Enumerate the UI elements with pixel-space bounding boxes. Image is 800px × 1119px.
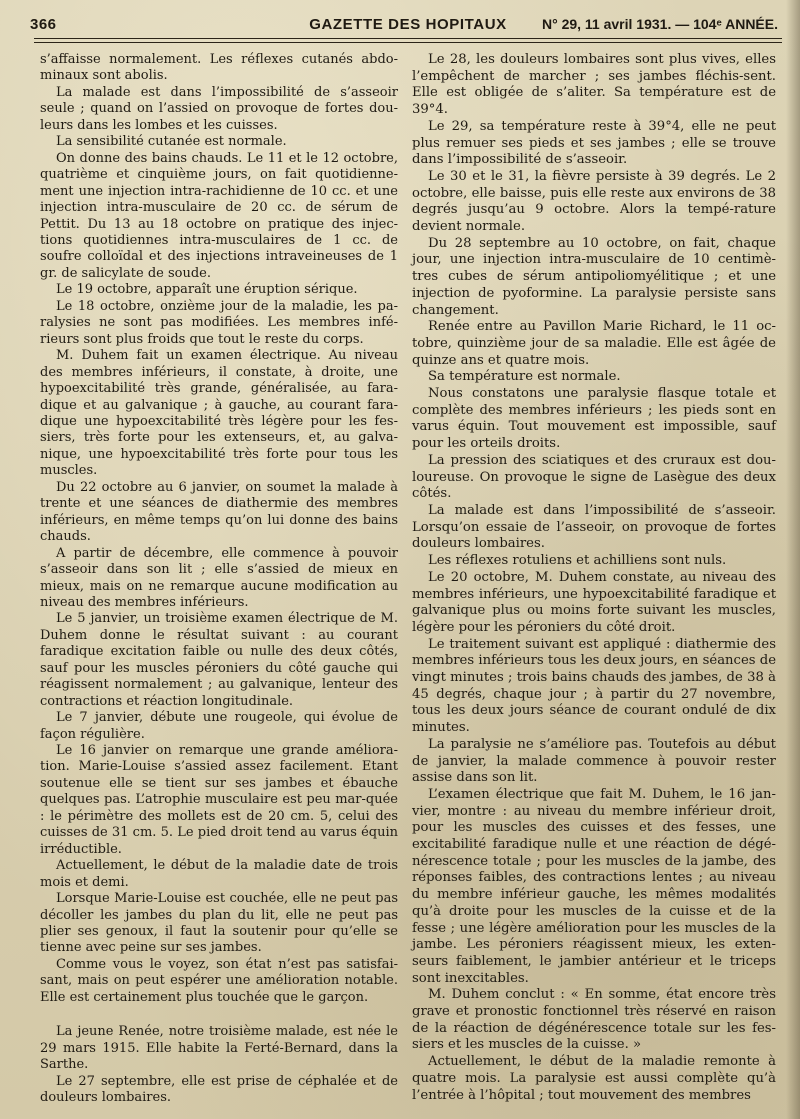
paragraph: A partir de décembre, elle commence à pouvoir s’asseoir dans son lit ; elle s’assied de mieux en mieux, mais on ne remarque aucune modification au niveau des membres inférieurs. [40, 545, 398, 610]
paragraph: La malade est dans l’impossibilité de s’asseoir. Lorsqu’on essaie de l’asseoir, on provoque de fortes douleurs lombaires. [412, 502, 776, 552]
paragraph: M. Duhem conclut : « En somme, état encore très grave et pronostic fonctionnel très réservé en raison de la réaction de dégénérescence totale sur les fes-siers et les muscles de la cuisse. » [412, 987, 776, 1053]
paragraph: La malade est dans l’impossibilité de s’asseoir seule ; quand on l’assied on provoque de fortes dou-leurs dans les lombes et les cuisses. [40, 84, 398, 133]
paragraph: Lorsque Marie-Louise est couchée, elle ne peut pas décoller les jambes du plan du lit, elle ne peut pas plier ses genoux, il faut la soutenir pour qu’elle se tienne avec peine sur ses jambes. [40, 891, 398, 956]
paragraph: Le 7 janvier, débute une rougeole, qui évolue de façon régulière. [40, 710, 398, 742]
paragraph: La paralysie ne s’améliore pas. Toutefois au début de janvier, la malade commence à pouvoir rester assise dans son lit. [412, 736, 776, 786]
paragraph: s’affaisse normalement. Les réflexes cutanés abdo-minaux sont abolis. [40, 52, 398, 84]
paragraph: Le 18 octobre, onzième jour de la maladie, les pa-ralysies ne sont pas modifiées. Les membres infé-rieurs sont plus froids que tout le reste du corps. [40, 298, 398, 347]
paragraph: Le 5 janvier, un troisième examen électrique de M. Duhem donne le résultat suivant : au courant faradique excitation faible ou nulle des deux côtés, sauf pour les muscles péroniers du côté gauche qui réagissent normalement ; au galvanique, lenteur des contractions et réaction longitudinale. [40, 611, 398, 709]
paragraph: L’examen électrique que fait M. Duhem, le 16 jan-vier, montre : au niveau du membre inférieur droit, pour les muscles des cuisses et des fesses, une excitabilité faradique nulle et une réaction de dégé-nérescence totale ; pour les muscles de la jambe, des réponses faibles, des contractions lentes ; au niveau du membre inférieur gauche, les mêmes modalités qu’à droite pour les muscles de la cuisse et de la fesse ; une légère amélioration pour les muscles de la jambe. Les péroniers réagissent mieux, les exten-seurs faiblement, le jambier antérieur et le triceps sont inexcitables. [412, 786, 776, 986]
page-header [30, 8, 786, 38]
paragraph: Renée entre au Pavillon Marie Richard, le 11 oc-tobre, quinzième jour de sa maladie. Elle est âgée de quinze ans et quatre mois. [412, 319, 776, 368]
left-column [40, 52, 398, 1107]
header-rule [34, 38, 782, 39]
paragraph: Le 19 octobre, apparaît une éruption sérique. [56, 282, 358, 298]
paragraph: La pression des sciatiques et des cruraux est dou-loureuse. On provoque le signe de Lasègue des deux côtés. [412, 452, 776, 502]
paragraph: Le 27 septembre, elle est prise de céphalée et de douleurs lombaires. [40, 1073, 398, 1106]
paragraph: Actuellement, le début de la maladie remonte à quatre mois. La paralysie est aussi complète qu’à l’entrée à l’hôpital ; tout mouvement des membres [412, 1054, 776, 1103]
paragraph: On donne des bains chauds. Le 11 et le 12 octobre, quatrième et cinquième jours, on fait quotidienne-ment une injection intra-rachidienne de 10 cc. et une injection intra-musculaire de 20 cc. de sérum de Pettit. Du 13 au 18 octobre on pratique des injec-tions quotidiennes intra-musculaires de 1 cc. de soufre colloïdal et des injections intraveineuses de 1 gr. de salicylate de soude. [40, 150, 398, 281]
paragraph: Le 16 janvier on remarque une grande améliora-tion. Marie-Louise s’assied assez facilement. Etant soutenue elle se tient sur ses jambes et ébauche quelques pas. L’atrophie musculaire est peu mar-quée : le périmètre des mollets est de 20 cm. 5, celui des cuisses de 31 cm. 5. Le pied droit tend au varus équin irréductible. [40, 743, 398, 857]
paragraph: Le 20 octobre, M. Duhem constate, au niveau des membres inférieurs, une hypoexcitabilité faradique et galvanique plus ou moins forte suivant les muscles, légère pour les péroniers du côté droit. [412, 569, 776, 635]
paragraph: Le traitement suivant est appliqué : diathermie des membres inférieurs tous les deux jours, en séances de vingt minutes ; trois bains chauds des jambes, de 38 à 45 degrés, chaque jour ; à partir du 27 novembre, tous les deux jours séance de courant ondulé de dix minutes. [412, 636, 776, 736]
paragraph: Le 30 et le 31, la fièvre persiste à 39 degrés. Le 2 octobre, elle baisse, puis elle reste aux environs de 38 degrés jusqu’au 9 octobre. Alors la tempé-rature devient normale. [412, 168, 776, 235]
paragraph: Nous constatons une paralysie flasque totale et complète des membres inférieurs ; les pieds sont en varus équin. Tout mouvement est impossible, sauf pour les orteils droits. [412, 386, 776, 452]
right-column [412, 52, 776, 1104]
page-edge-shadow [786, 0, 800, 1119]
header-rule-thin [34, 42, 782, 43]
journal-title: GAZETTE DES HOPITAUX [309, 16, 507, 33]
paragraph: Le 29, sa température reste à 39°4, elle ne peut plus remuer ses pieds et ses jambes ; elle se trouve dans l’impossibilité de s’asseoir. [412, 118, 776, 168]
paragraph: Sa température est normale. [428, 369, 621, 385]
paragraph: La sensibilité cutanée est normale. [56, 134, 287, 150]
paragraph: Les réflexes rotuliens et achilliens sont nuls. [428, 553, 727, 569]
paragraph: Comme vous le voyez, son état n’est pas satisfai-sant, mais on peut espérer une amélioration notable. Elle est certainement plus touchée que le garçon. [40, 956, 398, 1005]
issue-info: N° 29, 11 avril 1931. — 104ᵉ ANNÉE. [541, 16, 778, 32]
paragraph: La jeune Renée, notre troisième malade, est née le 29 mars 1915. Elle habite la Ferté-Bernard, dans la Sarthe. [40, 1024, 398, 1073]
paragraph: Du 22 octobre au 6 janvier, on soumet la malade à trente et une séances de diathermie des membres inférieurs, en même temps qu’on lui donne des bains chauds. [40, 479, 398, 545]
paragraph: M. Duhem fait un examen électrique. Au niveau des membres inférieurs, il constate, à droite, une hypoexcitabilité très grande, généralisée, au fara-dique et au galvanique ; à gauche, au courant fara-dique une hypoexcitabilité très légère pour les fes-siers, très forte pour les extenseurs, et, au galva-nique, une hypoexcitabilité très forte pour tous les muscles. [40, 348, 398, 479]
paragraph: Actuellement, le début de la maladie date de trois mois et demi. [40, 858, 398, 890]
paragraph: Le 28, les douleurs lombaires sont plus vives, elles l’empêchent de marcher ; ses jambes fléchis-sent. Elle est obligée de s’aliter. Sa température est de 39°4. [412, 52, 776, 118]
page-number: 366 [30, 16, 57, 33]
paragraph: Du 28 septembre au 10 octobre, on fait, chaque jour, une injection intra-musculaire de 10 centimè-tres cubes de sérum antipoliomyélitique ; et une injection de pyoformine. La paralysie persiste sans changement. [412, 235, 776, 318]
